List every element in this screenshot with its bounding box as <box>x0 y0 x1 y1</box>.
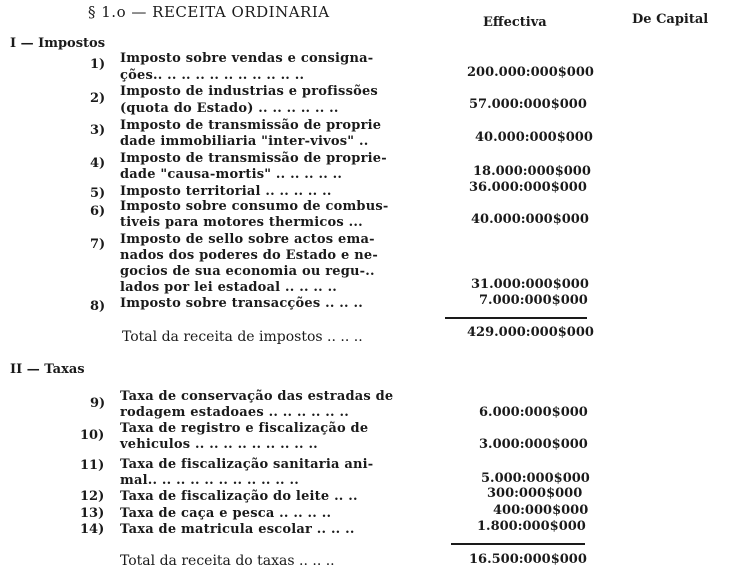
item-value: 1.800:000$000 <box>477 519 586 534</box>
total-label: Total da receita do taxas .. .. .. <box>120 553 335 569</box>
item-value: 6.000:000$000 <box>479 405 588 420</box>
item-value: 200.000:000$000 <box>467 65 594 80</box>
item-value: 57.000:000$000 <box>469 97 587 112</box>
item-number: 10) <box>80 428 105 443</box>
item-number: 6) <box>90 204 106 219</box>
item-value: 5.000:000$000 <box>481 471 590 486</box>
item-text-line: Taxa de caça e pesca .. .. .. .. <box>120 506 332 521</box>
item-number: 8) <box>90 299 106 314</box>
item-number: 4) <box>90 156 106 171</box>
column-header-effectiva: Effectiva <box>483 15 547 30</box>
item-value: 300:000$000 <box>487 486 583 501</box>
item-value: 36.000:000$000 <box>469 180 587 195</box>
item-value: 3.000:000$000 <box>479 437 588 452</box>
item-text-line: Taxa de fiscalização sanitaria ani- <box>120 457 374 472</box>
item-value: 40.000:000$000 <box>471 212 589 227</box>
column-header-capital: De Capital <box>632 12 709 27</box>
item-text-line: mal.. .. .. .. .. .. .. .. .. .. .. <box>120 473 299 488</box>
total-rule <box>445 317 587 319</box>
item-value: 18.000:000$000 <box>473 164 591 179</box>
total-value: 429.000:000$000 <box>467 325 594 340</box>
total-rule <box>451 543 585 545</box>
item-text-line: lados por lei estadoal .. .. .. .. <box>120 280 338 295</box>
item-value: 7.000:000$000 <box>479 293 588 308</box>
total-value: 16.500:000$000 <box>469 552 587 567</box>
item-number: 2) <box>90 91 106 106</box>
item-text-line: Taxa de conservação das estradas de <box>120 389 394 404</box>
item-text-line: (quota do Estado) .. .. .. .. .. .. <box>120 101 339 116</box>
item-text-line: Taxa de registro e fiscalização de <box>120 421 369 436</box>
item-text-line: Imposto sobre transacções .. .. .. <box>120 296 363 311</box>
item-number: 13) <box>80 506 105 521</box>
item-text-line: rodagem estadoaes .. .. .. .. .. .. <box>120 405 349 420</box>
section-heading-impostos: I — Impostos <box>10 36 106 51</box>
section-heading-taxas: II — Taxas <box>10 362 85 377</box>
item-text-line: gocios de sua economia ou regu-.. <box>120 264 375 279</box>
item-number: 9) <box>90 396 106 411</box>
item-text-line: dade "causa-mortis" .. .. .. .. .. <box>120 167 343 182</box>
item-value: 400:000$000 <box>493 503 589 518</box>
item-text-line: Imposto sobre consumo de combus- <box>120 199 389 214</box>
item-text-line: Imposto de industrias e profissões <box>120 84 378 99</box>
item-text-line: Imposto de transmissão de proprie- <box>120 151 387 166</box>
item-number: 12) <box>80 489 105 504</box>
item-value: 31.000:000$000 <box>471 277 589 292</box>
item-number: 3) <box>90 123 106 138</box>
item-value: 40.000:000$000 <box>475 130 593 145</box>
item-text-line: Taxa de fiscalização do leite .. .. <box>120 489 358 504</box>
item-number: 7) <box>90 237 106 252</box>
item-text-line: Imposto sobre vendas e consigna- <box>120 51 374 66</box>
total-label: Total da receita de impostos .. .. .. <box>122 329 363 345</box>
item-text-line: Imposto de transmissão de proprie <box>120 118 382 133</box>
item-text-line: Imposto de sello sobre actos ema- <box>120 232 375 247</box>
item-text-line: Imposto territorial .. .. .. .. .. <box>120 184 332 199</box>
item-number: 1) <box>90 57 106 72</box>
item-text-line: ções.. .. .. .. .. .. .. .. .. .. .. <box>120 68 305 83</box>
item-text-line: vehiculos .. .. .. .. .. .. .. .. .. <box>120 437 318 452</box>
item-text-line: Taxa de matricula escolar .. .. .. <box>120 522 355 537</box>
item-text-line: nados dos poderes do Estado e ne- <box>120 248 378 263</box>
item-number: 14) <box>80 522 105 537</box>
item-text-line: tiveis para motores thermicos ... <box>120 215 363 230</box>
item-number: 5) <box>90 186 106 201</box>
item-text-line: dade immobiliaria "inter-vivos" .. <box>120 134 369 149</box>
item-number: 11) <box>80 458 105 473</box>
section-title: § 1.o — RECEITA ORDINARIA <box>88 3 330 21</box>
